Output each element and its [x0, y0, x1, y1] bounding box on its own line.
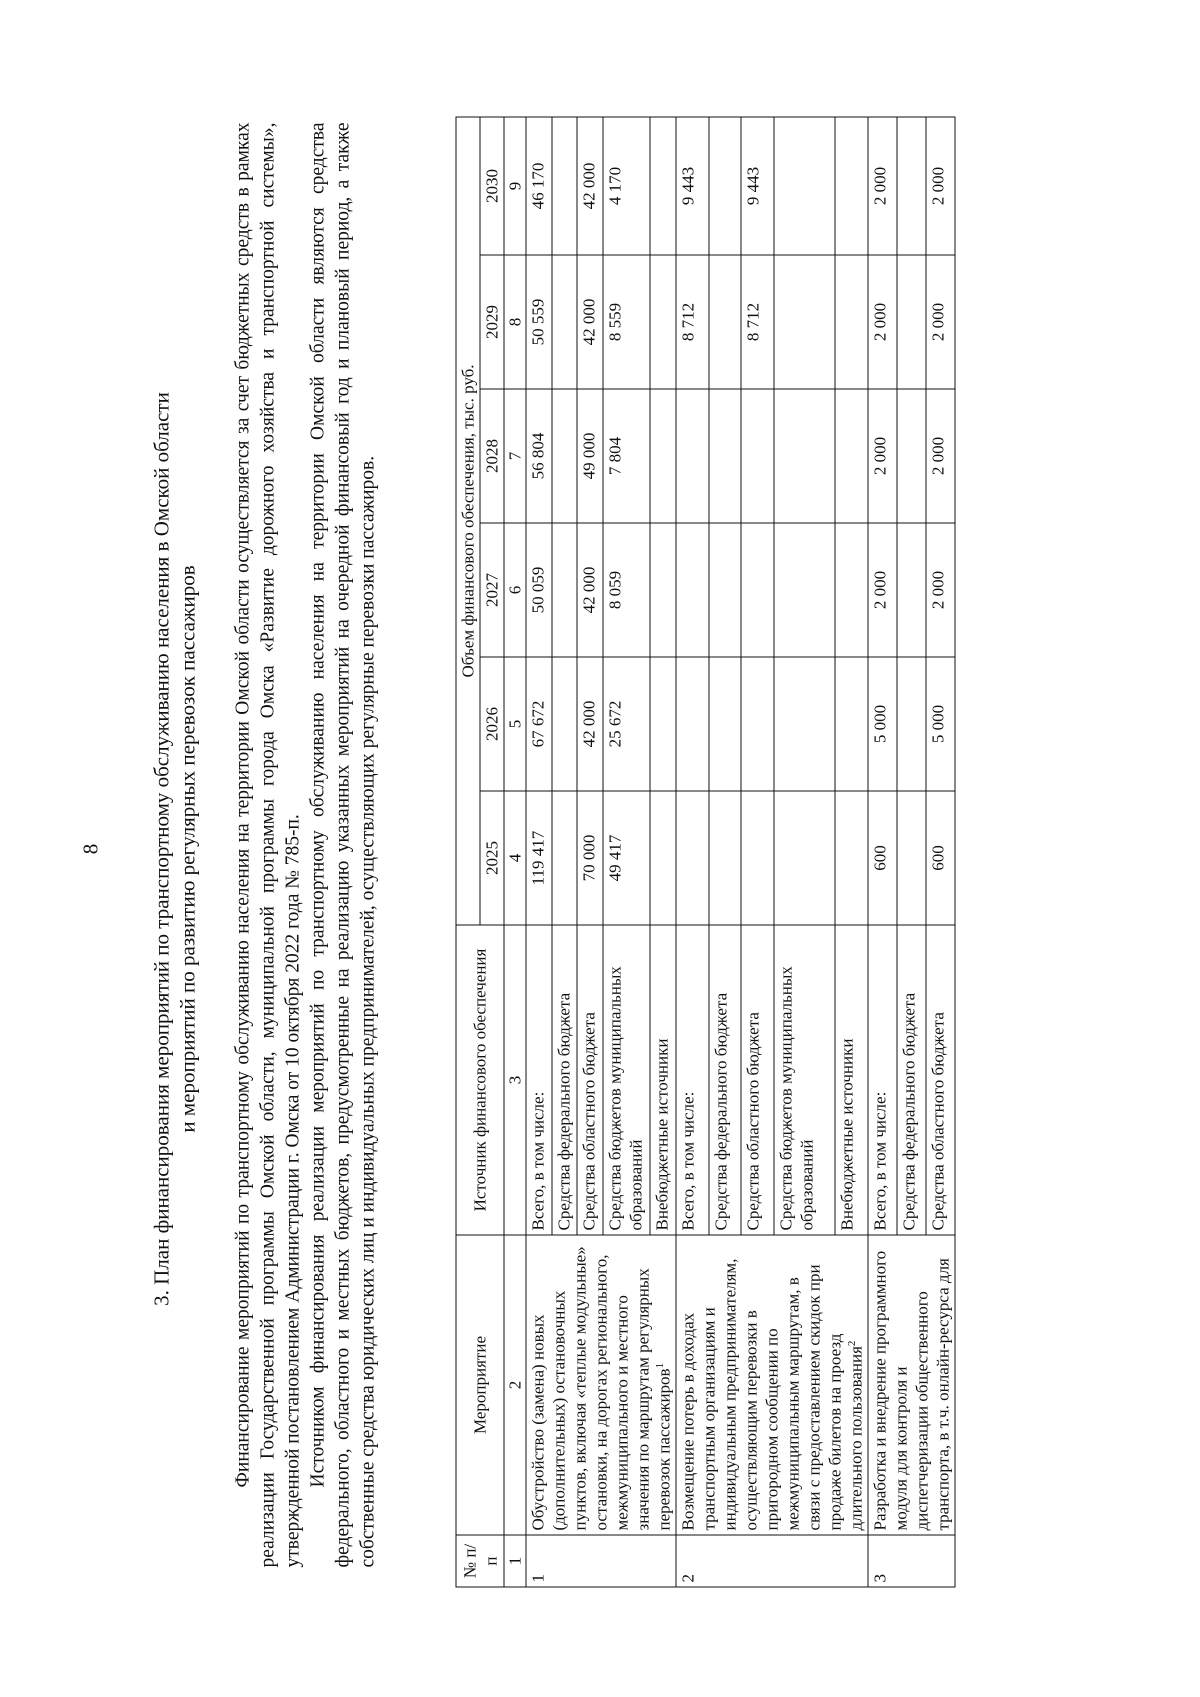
value-cell	[835, 791, 868, 925]
value-cell: 600	[926, 791, 955, 925]
section-title-line-1: 3. План финансирования мероприятий по транспортному обслуживанию населения в Омской области	[149, 391, 173, 1306]
value-cell	[650, 523, 676, 657]
row-number: 3	[868, 1535, 955, 1587]
footnote-marker: 1	[653, 1362, 666, 1368]
header-year: 2029	[480, 255, 504, 389]
column-number: 9	[504, 116, 526, 254]
value-cell	[835, 255, 868, 389]
source-cell: Средства федерального бюджета	[897, 925, 926, 1235]
value-cell: 50 059	[526, 523, 552, 657]
value-cell	[708, 523, 741, 657]
value-cell	[741, 791, 774, 925]
value-cell	[708, 116, 741, 254]
value-cell	[551, 116, 577, 254]
header-source: Источник финансового обеспечения	[456, 925, 504, 1235]
source-cell: Средства областного бюджета	[926, 925, 955, 1235]
value-cell	[774, 116, 835, 254]
value-cell: 42 000	[577, 255, 603, 389]
paragraph-financing: Финансирование мероприятий по транспортному обслуживанию населения на территории Омской области осуществляется за счет бюджетных средств в рамках реализации Государственной программы Омской области, муниципальной программы города Омска «Развитие дорожного хозяйства и транспортной системы», утвержденной постановлением Администрации г. Омска от 10 октября 2022 года № 785-п.	[232, 122, 303, 1567]
source-cell: Средства федерального бюджета	[551, 925, 577, 1235]
value-cell: 2 000	[926, 116, 955, 254]
column-number: 5	[504, 657, 526, 791]
value-cell	[774, 791, 835, 925]
event-text: Возмещение потерь в доходах транспортным организациям и индивидуальным предпринимателям, осуществляющим перевозки в пригородном сообщении по межмуниципальным маршрутам, в связи с предоставлением скидок при продаже билетов на проезд длительного пользования	[678, 1258, 865, 1530]
value-cell: 56 804	[526, 389, 552, 523]
column-number: 4	[504, 791, 526, 925]
value-cell	[708, 657, 741, 791]
table-row	[526, 116, 552, 1586]
value-cell: 2 000	[868, 255, 897, 389]
value-cell	[650, 657, 676, 791]
value-cell	[835, 657, 868, 791]
column-number: 8	[504, 255, 526, 389]
value-cell	[835, 523, 868, 657]
value-cell	[551, 657, 577, 791]
footnote-marker: 2	[845, 1340, 858, 1346]
row-number: 1	[526, 1535, 676, 1587]
value-cell: 9 443	[676, 116, 709, 254]
source-cell: Средства областного бюджета	[577, 925, 603, 1235]
value-cell	[676, 523, 709, 657]
event-cell	[676, 1235, 868, 1535]
source-cell: Всего, в том числе:	[676, 925, 709, 1235]
value-cell: 25 672	[602, 657, 650, 791]
value-cell	[551, 389, 577, 523]
source-cell: Внебюджетные источники	[650, 925, 676, 1235]
value-cell	[897, 657, 926, 791]
value-cell	[650, 389, 676, 523]
source-cell: Средства областного бюджета	[741, 925, 774, 1235]
value-cell	[835, 389, 868, 523]
intro-text	[230, 122, 380, 1567]
event-cell	[526, 1235, 676, 1535]
value-cell	[897, 791, 926, 925]
table-row	[676, 116, 709, 1586]
value-cell	[551, 255, 577, 389]
value-cell	[676, 389, 709, 523]
header-num: № п/п	[456, 1535, 504, 1587]
page-number: 8	[78, 843, 102, 854]
value-cell	[676, 791, 709, 925]
column-number: 3	[504, 925, 526, 1235]
value-cell: 8 712	[676, 255, 709, 389]
value-cell: 2 000	[868, 523, 897, 657]
value-cell	[741, 523, 774, 657]
value-cell: 5 000	[926, 657, 955, 791]
header-year: 2025	[480, 791, 504, 925]
value-cell	[650, 116, 676, 254]
source-cell: Средства бюджетов муниципальных образований	[602, 925, 650, 1235]
value-cell: 2 000	[926, 255, 955, 389]
source-cell: Всего, в том числе:	[526, 925, 552, 1235]
header-event: Мероприятие	[456, 1235, 504, 1535]
value-cell: 119 417	[526, 791, 552, 925]
value-cell: 4 170	[602, 116, 650, 254]
value-cell	[835, 116, 868, 254]
value-cell: 42 000	[577, 657, 603, 791]
value-cell	[897, 255, 926, 389]
source-cell: Средства федерального бюджета	[708, 925, 741, 1235]
value-cell	[897, 389, 926, 523]
value-cell: 67 672	[526, 657, 552, 791]
row-number: 2	[676, 1535, 868, 1587]
value-cell	[676, 657, 709, 791]
value-cell	[741, 389, 774, 523]
value-cell: 9 443	[741, 116, 774, 254]
value-cell	[708, 255, 741, 389]
value-cell	[897, 116, 926, 254]
header-year: 2026	[480, 657, 504, 791]
value-cell	[551, 791, 577, 925]
value-cell	[650, 255, 676, 389]
column-number: 6	[504, 523, 526, 657]
value-cell: 70 000	[577, 791, 603, 925]
value-cell	[774, 657, 835, 791]
event-text: Разработка и внедрение программного модуля для контроля и диспетчеризации общественного транспорта, в т.ч. онлайн-ресурса для	[870, 1250, 952, 1530]
value-cell	[708, 791, 741, 925]
value-cell: 50 559	[526, 255, 552, 389]
value-cell	[708, 389, 741, 523]
value-cell: 2 000	[868, 116, 897, 254]
table-header-row	[456, 116, 480, 1586]
value-cell: 600	[868, 791, 897, 925]
source-cell: Всего, в том числе:	[868, 925, 897, 1235]
value-cell	[774, 389, 835, 523]
event-text: Обустройство (замена) новых (дополнительных) остановочных пунктов, включая «теплые модульные» остановки, на дорогах регионального, межмуниципального и местного значения по маршрутам регулярных перевозок пассажиров	[528, 1245, 673, 1530]
value-cell	[551, 523, 577, 657]
value-cell: 2 000	[868, 389, 897, 523]
event-cell	[868, 1235, 955, 1535]
source-cell: Внебюджетные источники	[835, 925, 868, 1235]
value-cell: 5 000	[868, 657, 897, 791]
value-cell: 8 559	[602, 255, 650, 389]
column-number-row	[504, 116, 526, 1586]
value-cell	[897, 523, 926, 657]
paragraph-sources: Источником финансирования реализации мероприятий по транспортному обслуживанию населения на территории Омской области являются средства федерального, областного и местных бюджетов, предусмотренные на реализацию указанных мероприятий на очередной финансовый год и плановый период, а также собственные средства юридических лиц и индивидуальных предпринимателей, осуществляющих регулярные перевозки пассажиров.	[307, 122, 378, 1567]
value-cell: 8 712	[741, 255, 774, 389]
source-cell: Средства бюджетов муниципальных образований	[774, 925, 835, 1235]
header-year: 2028	[480, 389, 504, 523]
header-volume: Объем финансового обеспечения, тыс. руб.	[456, 116, 480, 924]
column-number: 7	[504, 389, 526, 523]
value-cell: 42 000	[577, 523, 603, 657]
header-year: 2027	[480, 523, 504, 657]
section-title-line-2: и мероприятий по развитию регулярных перевозок пассажиров	[175, 564, 199, 1133]
value-cell: 42 000	[577, 116, 603, 254]
financing-plan-table	[455, 116, 955, 1587]
value-cell: 2 000	[926, 523, 955, 657]
header-year: 2030	[480, 116, 504, 254]
value-cell	[741, 657, 774, 791]
table-body	[504, 116, 955, 1586]
value-cell: 7 804	[602, 389, 650, 523]
value-cell: 8 059	[602, 523, 650, 657]
value-cell	[774, 255, 835, 389]
value-cell	[650, 791, 676, 925]
column-number: 2	[504, 1235, 526, 1535]
column-number: 1	[504, 1535, 526, 1587]
value-cell: 49 000	[577, 389, 603, 523]
value-cell	[774, 523, 835, 657]
value-cell: 2 000	[926, 389, 955, 523]
value-cell: 46 170	[526, 116, 552, 254]
section-title	[148, 200, 200, 1497]
value-cell: 49 417	[602, 791, 650, 925]
table-row	[868, 116, 897, 1586]
